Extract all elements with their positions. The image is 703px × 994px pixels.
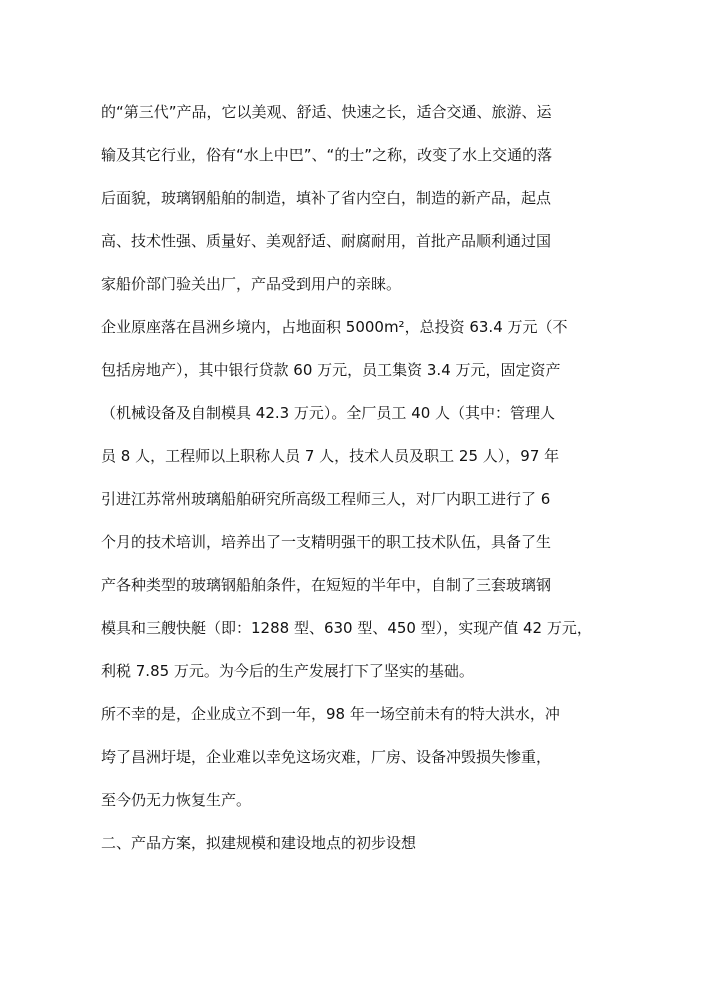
text-line: 引进江苏常州玻璃船舶研究所高级工程师三人，对厂内职工进行了 6 bbox=[101, 490, 551, 508]
text-line: 产各种类型的玻璃钢船舶条件，在短短的半年中，自制了三套玻璃钢 bbox=[101, 576, 552, 594]
text-line: 模具和三艘快艇（即：1288 型、630 型、450 型），实现产值 42 万元， bbox=[101, 619, 592, 637]
text-line: 员 8 人，工程师以上职称人员 7 人，技术人员及职工 25 人），97 年 bbox=[101, 447, 560, 465]
text-line: 输及其它行业，俗有“水上中巴”、“的士”之称，改变了水上交通的落 bbox=[101, 146, 553, 164]
text-line: 垮了昌洲圩堤，企业难以幸免这场灾难，厂房、设备冲毁损失惨重， bbox=[101, 748, 552, 766]
text-line: 后面貌，玻璃钢船舶的制造，填补了省内空白，制造的新产品，起点 bbox=[101, 189, 552, 207]
text-line: 个月的技术培训，培养出了一支精明强干的职工技术队伍，具备了生 bbox=[101, 533, 552, 551]
text-line: 高、技术性强、质量好、美观舒适、耐腐耐用，首批产品顺利通过国 bbox=[101, 232, 552, 250]
text-line: 利税 7.85 万元。为今后的生产发展打下了坚实的基础。 bbox=[101, 662, 474, 680]
text-line: 所不幸的是，企业成立不到一年，98 年一场空前未有的特大洪水，冲 bbox=[101, 705, 560, 723]
text-line: 的“第三代”产品，它以美观、舒适、快速之长，适合交通、旅游、运 bbox=[101, 103, 552, 121]
text-line: （机械设备及自制模具 42.3 万元）。全厂员工 40 人（其中：管理人 bbox=[101, 404, 556, 422]
text-line: 包括房地产），其中银行贷款 60 万元，员工集资 3.4 万元，固定资产 bbox=[101, 361, 561, 379]
text-line: 企业原座落在昌洲乡境内，占地面积 5000m²，总投资 63.4 万元（不 bbox=[101, 318, 568, 336]
section-heading: 二、产品方案，拟建规模和建设地点的初步设想 bbox=[101, 834, 417, 852]
text-line: 至今仍无力恢复生产。 bbox=[101, 791, 252, 809]
text-line: 家船价部门验关出厂，产品受到用户的亲睐。 bbox=[101, 275, 402, 293]
